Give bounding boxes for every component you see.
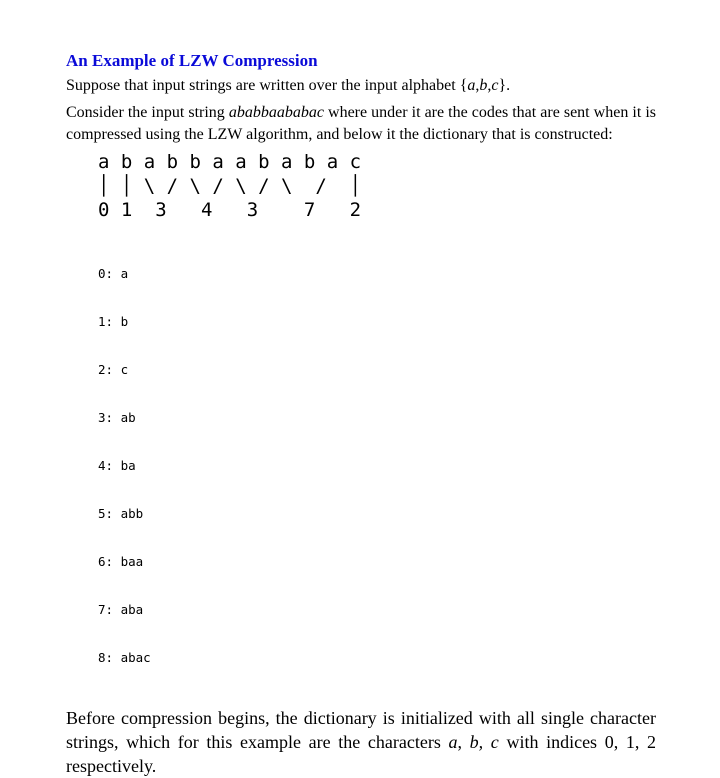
description-text-after: where under it are the codes that are sent when it is compressed using the LZW algorithm, and below it the dictionary that is constructed: <box>66 104 656 143</box>
intro-text-after: }. <box>498 77 511 94</box>
dictionary-entry: 6: baa <box>98 554 144 569</box>
dictionary-entry: 8: abac <box>98 650 151 665</box>
intro-paragraph <box>66 75 656 97</box>
description-text-before: Consider the input string <box>66 104 229 121</box>
conclusion-paragraph <box>66 706 656 778</box>
symbols-b-c: b, c <box>469 732 499 752</box>
symbol-a: a <box>448 732 458 752</box>
dictionary-entry: 4: ba <box>98 458 136 473</box>
symbol-a: a <box>467 77 476 94</box>
separator: , <box>457 732 470 752</box>
lzw-diagram <box>98 150 656 222</box>
input-string: ababbaababac <box>228 104 324 121</box>
dictionary-list <box>98 234 656 698</box>
dictionary-entry: 3: ab <box>98 410 136 425</box>
dictionary-entry: 2: c <box>98 362 129 377</box>
output-codes-line: 0 1 3 4 3 7 2 <box>98 199 362 221</box>
separator: , <box>487 77 492 94</box>
intro-text-before: Suppose that input strings are written over the input alphabet { <box>66 77 468 94</box>
dictionary-entry: 7: aba <box>98 602 144 617</box>
dictionary-entry: 5: abb <box>98 506 144 521</box>
symbol-b: b <box>479 77 488 94</box>
symbol-c: c <box>491 77 499 94</box>
dictionary-entry: 1: b <box>98 314 129 329</box>
slide <box>66 50 656 778</box>
page-title: An Example of LZW Compression <box>66 51 318 70</box>
dictionary-entry: 0: a <box>98 266 129 281</box>
separator: , <box>475 77 480 94</box>
conclusion-text-after: with indices 0, 1, 2 respectively. <box>66 732 656 776</box>
input-characters-line: a b a b b a a b a b a c <box>98 151 362 173</box>
description-paragraph <box>66 102 656 146</box>
conclusion-text-before: Before compression begins, the dictionary is initialized with all single character strings, which for this example are the characters <box>66 708 656 752</box>
code-links-line: │ │ \ / \ / \ / \ / │ <box>98 175 362 197</box>
